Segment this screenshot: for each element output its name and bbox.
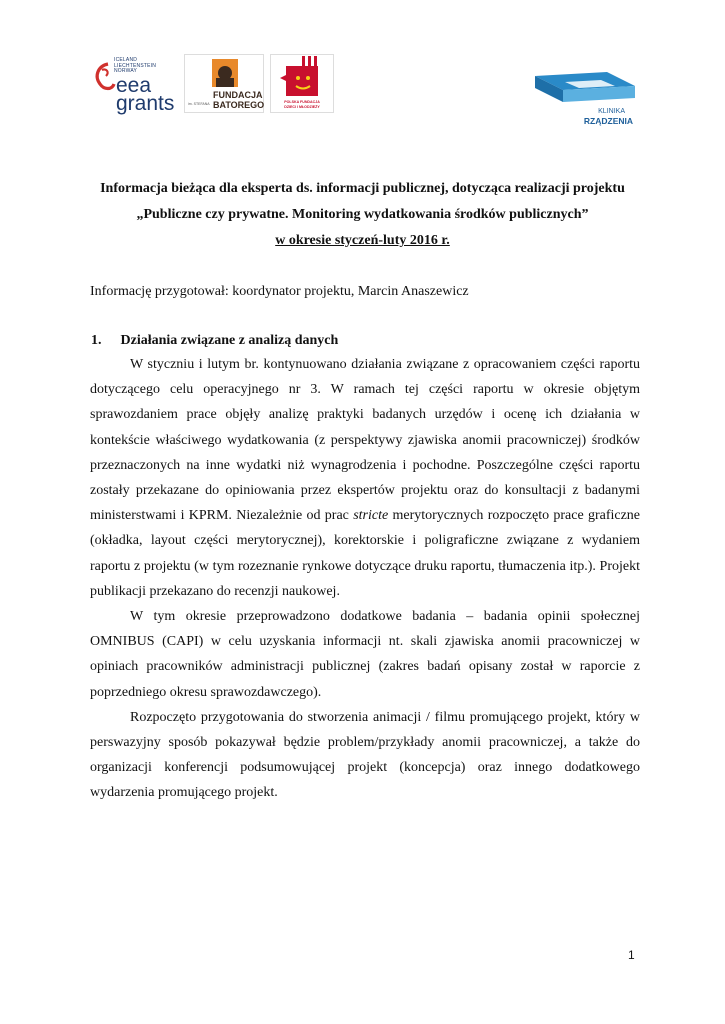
section-title: Działania związane z analizą danych: [120, 333, 339, 348]
klinika-rzadzenia-logo: [535, 68, 639, 130]
batory-line1: FUNDACJA: [213, 90, 263, 100]
body-text: [90, 352, 640, 806]
ppfo-line1: POLSKA FUNDACJA: [284, 100, 320, 104]
klinika-line2: RZĄDZENIA: [583, 116, 633, 126]
fundacja-batorego-logo: [184, 54, 264, 113]
batory-sub: im. STEFANA: [188, 102, 210, 106]
ppfo-line2: DZIECI I MŁODZIEŻY: [284, 105, 320, 109]
paragraph-3: Rozpoczęto przygotowania do stworzenia animacji / filmu promującego projekt, który w perswazyjny sposób pokazywał będzie problem/przykłady anomii pracowniczej, a także do organizacji konferencji podsumowującej projekt (koncepcja) oraz innego dodatkowego wydarzenia promującego projekt.: [90, 709, 640, 801]
prepared-by: Informację przygotował: koordynator projektu, Marcin Anaszewicz: [90, 284, 469, 299]
batory-line2: BATOREGO: [213, 100, 265, 110]
klinika-line1: KLINIKA: [598, 108, 625, 115]
paragraph-2: W tym okresie przeprowadzono dodatkowe badania – badania opinii społecznej OMNIBUS (CAPI) w celu uzyskania informacji nt. skali zjawiska anomii pracowniczej w opiniach pracowników administracji publicznej (zakres badań opisany został w raporcie z poprzedniego okresu sprawozdawczego).: [90, 609, 640, 700]
page-number: 1: [628, 948, 635, 962]
klinika-chevron-icon: [535, 68, 637, 108]
section-1-heading: [91, 333, 338, 349]
italic-stricte: stricte: [353, 508, 389, 524]
title-line-3: w okresie styczeń-luty 2016 r.: [275, 233, 450, 248]
eea-grants-logo: [92, 58, 180, 118]
grants-word: grants: [116, 92, 175, 115]
batory-emblem-icon: [212, 59, 238, 89]
eea-countries: ICELAND LIECHTENSTEIN NORWAY: [114, 57, 157, 75]
eea-word: eea: [116, 74, 152, 97]
eea-swirl-icon: [92, 60, 116, 100]
title-line-2: „Publiczne czy prywatne. Monitoring wydatkowania środków publicznych”: [136, 207, 589, 222]
paragraph-1: W styczniu i lutym br. kontynuowano działania związane z opracowaniem części raportu dotyczącego celu operacyjnego nr 3. W ramach tej części raportu w okresie objętym sprawozdaniem prace objęły analizę praktyki badanych urzędów i ocenę ich działania w kontekście właściwego wydatkowania (z perspektywy zjawiska anomii pracowniczej) środków przeznaczonych na inne wydatki niż wynagrodzenia i pochodne. Poszczególne części raportu zostały przekazane do opiniowania przez ekspertów projektu oraz do konsultacji z badanymi ministerstwami i KPRM. Niezależnie od prac stricte merytorycznych rozpoczęto prace graficzne (okładka, layout części merytorycznej), korektorskie i poligraficzne związane z wydaniem raportu z projektu (w tym rozeznanie rynkowe dotyczące druku raportu, tłumaczenia itp.). Projekt publikacji przekazano do recenzji naukowej.: [90, 357, 641, 599]
section-number: 1.: [91, 333, 102, 348]
title-line-1: Informacja bieżąca dla eksperta ds. informacji publicznej, dotycząca realizacji projektu: [100, 181, 625, 196]
ppfo-logo: [270, 54, 334, 113]
ppfo-emblem-icon: [272, 56, 332, 100]
